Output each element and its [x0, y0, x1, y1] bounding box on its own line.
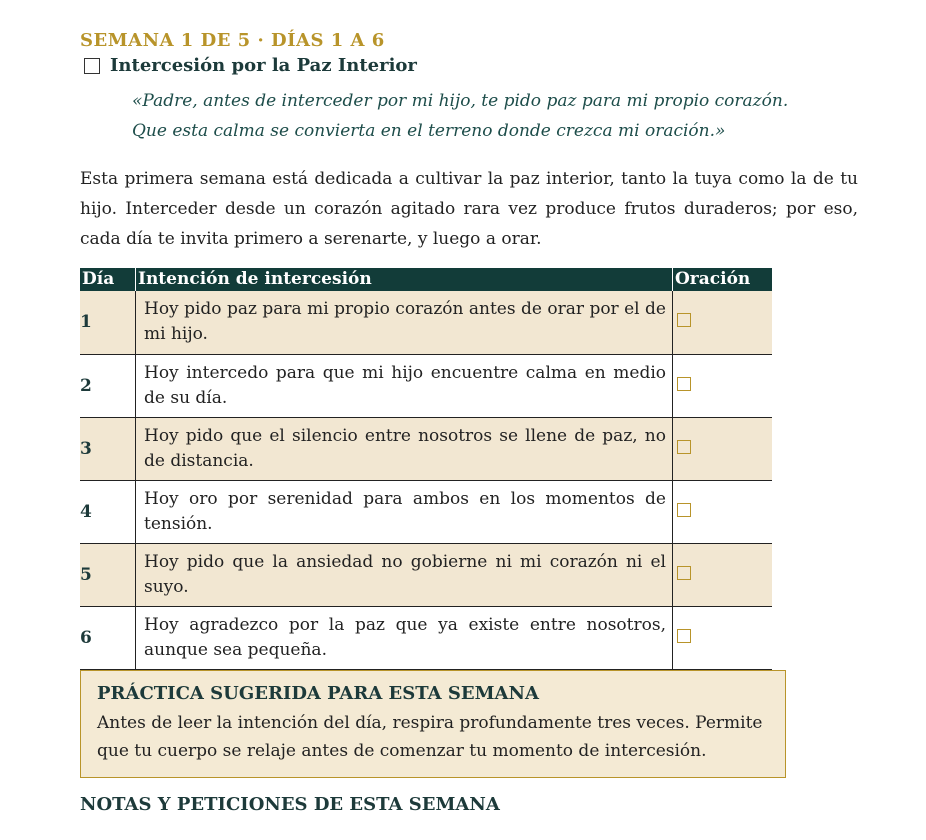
- prayer-cell: [673, 291, 773, 354]
- header-day: Día: [80, 268, 136, 291]
- prayer-cell: [673, 606, 773, 669]
- week-label: SEMANA 1 DE 5 · DÍAS 1 A 6: [80, 30, 385, 51]
- table-header-row: [80, 268, 772, 291]
- intention-text: Hoy oro por serenidad para ambos en los momentos de tensión.: [136, 480, 673, 543]
- prayer-cell: [673, 354, 773, 417]
- prayer-checkbox[interactable]: [677, 313, 691, 327]
- prayer-cell: [673, 543, 773, 606]
- notes-title: NOTAS Y PETICIONES DE ESTA SEMANA: [80, 794, 500, 815]
- prayer-cell: [673, 480, 773, 543]
- table-row: [80, 606, 772, 669]
- quote-line-1: «Padre, antes de interceder por mi hijo, te pido paz para mi propio corazón.: [132, 91, 789, 111]
- prayer-cell: [673, 417, 773, 480]
- prayer-checkbox[interactable]: [677, 377, 691, 391]
- intention-text: Hoy pido que la ansiedad no gobierne ni mi corazón ni el suyo.: [136, 543, 673, 606]
- header-prayer: Oración: [673, 268, 773, 291]
- table-row: [80, 480, 772, 543]
- prayer-quote: [132, 86, 860, 146]
- intro-paragraph: Esta primera semana está dedicada a cultivar la paz interior, tanto la tuya como la de tu hijo. Interceder desde un corazón agitado rara vez produce frutos duraderos; por eso, cada día te invita primero a serenarte, y luego a orar.: [80, 169, 858, 249]
- intention-text: Hoy agradezco por la paz que ya existe entre nosotros, aunque sea pequeña.: [136, 606, 673, 669]
- practice-box: [80, 670, 786, 778]
- day-number: 1: [80, 291, 136, 354]
- intention-text: Hoy intercedo para que mi hijo encuentre calma en medio de su día.: [136, 354, 673, 417]
- day-number: 4: [80, 480, 136, 543]
- section-heading: [80, 54, 860, 78]
- prayer-checkbox[interactable]: [677, 440, 691, 454]
- checkbox-icon[interactable]: [84, 58, 100, 74]
- section-title: Intercesión por la Paz Interior: [110, 55, 417, 76]
- prayer-checkbox[interactable]: [677, 566, 691, 580]
- practice-body: Antes de leer la intención del día, respira profundamente tres veces. Permite que tu cuerpo se relaje antes de comenzar tu momento de intercesión.: [97, 713, 763, 761]
- intention-text: Hoy pido paz para mi propio corazón antes de orar por el de mi hijo.: [136, 291, 673, 354]
- prayer-checkbox[interactable]: [677, 629, 691, 643]
- intention-text: Hoy pido que el silencio entre nosotros se llene de paz, no de distancia.: [136, 417, 673, 480]
- table-row: [80, 291, 772, 354]
- intention-table: [80, 268, 772, 670]
- day-number: 5: [80, 543, 136, 606]
- table-row: [80, 543, 772, 606]
- prayer-checkbox[interactable]: [677, 503, 691, 517]
- quote-line-2: Que esta calma se convierta en el terreno donde crezca mi oración.»: [132, 121, 726, 141]
- table-row: [80, 354, 772, 417]
- day-number: 6: [80, 606, 136, 669]
- table-row: [80, 417, 772, 480]
- page: [80, 30, 860, 815]
- day-number: 3: [80, 417, 136, 480]
- day-number: 2: [80, 354, 136, 417]
- practice-title: PRÁCTICA SUGERIDA PARA ESTA SEMANA: [97, 683, 539, 704]
- header-intention: Intención de intercesión: [136, 268, 673, 291]
